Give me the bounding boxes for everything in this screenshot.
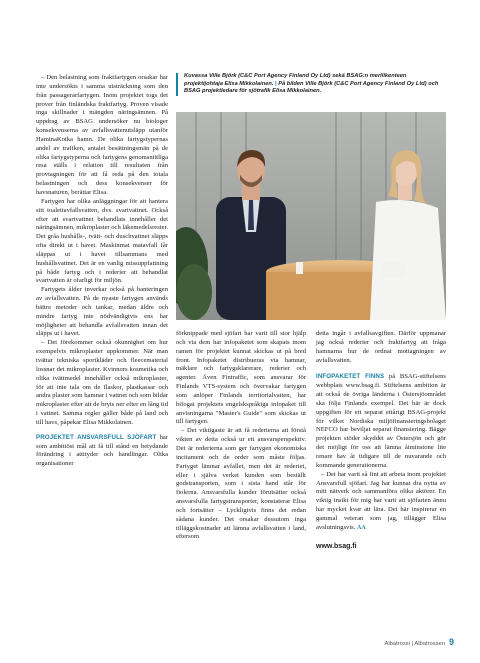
highlight-rest-infopaket: på BSAG-stiftelsens webbplats www.bsag.fi. Stiftelsens ambition är att också de övriga länderna i Östersjöområdet ska följa Finlands exempel. Det här är dock uppgiften för ett separat ettårigt BSAG-projekt för vilket Nordiska miljöfinansieringsbolaget NEFCO har beviljat separat finansiering. Bägge projekten stöder skyddet av Östersjön och gör det möjligt för oss att lämna åtminstone lite renare hav åt tidigare till de nuvarande och kommande generationerna.	[316, 373, 446, 469]
photo-illustration	[176, 112, 446, 320]
website-link[interactable]: www.bsag.fi	[316, 542, 357, 550]
right-paragraph-1: detta ingår i avfallsavgiften. Därför uppmanar jag också rederier och fraktfartyg att fråga hamnarna hur de ordnat mottagningen av avfallsvatten.	[316, 330, 446, 364]
page-footer	[374, 637, 454, 647]
end-mark: AA	[357, 524, 366, 531]
left-paragraph-1: – Den belastning som fraktfartygen orsakar har inte undersökts i samma utsträckning som den från passagerarfartygen. Inom projektet togs det prover från finländska fraktfartyg. Proven visade inga skillnader i mängden näringsämnen. På uppdrag av BSAG undersöker nu biologer konsekvenserna av avfallsvattenutsläpp utanför HaminaKotka hamn. De olika fartygstypernas andel av trafiken, antalet besättningsmän på de olika fartygstyperna och fartygens genomsnittliga resa ställs i relation till resultaten från provtagningen för att få reda på den totala belastningen och dess konsekvenser för havsnaturen, berättar Elisa.	[36, 74, 168, 196]
caption-swedish: På bilden Ville Björk (C&C Port Agency Finland Oy Ltd) och BSAG projektledare för sjötrafik Elisa Mikkolainen.	[184, 80, 439, 95]
highlight-rest-projekt: har som ambitiöst mål att få till stånd en betydande förändring i attityder och handlingar. Olika organisationer	[36, 433, 168, 468]
publication-name: Albatrossi | Albatrossen	[384, 641, 445, 647]
right-highlight-paragraph	[316, 373, 446, 470]
middle-text-column	[176, 330, 306, 542]
middle-paragraph-2: – Det viktigaste är att få rederierna att förstå vikten av detta också ur ett ansvarsperspektiv. Det är rederierna som ger fartygen ekonomiska incitament och de order som måste följas. Fartyget lämnar avfallet, men det är rederiet, eller i själva verket kunden som beställt godstransporten, som i sista hand står för fiolerna. Ansvarsfulla kunder förutsätter också ansvarsfulla fartygstransporter, konstaterar Elisa och fortsätter – Lyckligtvis finns det redan sådana kunder. Det orsakar dessutom inga tilläggskostnader att lämna avfallsvatten i land, eftersom	[176, 427, 306, 541]
right-closing-paragraph	[316, 471, 446, 533]
left-paragraph-3: Fartygets ålder inverkar också på hanteringen av avfallsvatten. På de nyaste fartygen används bättre metoder och tankar, medan äldre och mindre fartyg inte nödvändigtvis ens har möjligheter att behandla avfallsvatten innan det släpps ut i havet.	[36, 286, 168, 338]
caption-finnish: Kuvassa Ville Björk (C&C Port Agency Finland Oy Ltd) sekä BSAG:n merilikenteen projektijohtaja Elisa Mikkolainen.	[184, 73, 407, 87]
middle-paragraph-1: förknippade med sjöfart har varit till stor hjälp och via dem har infopaketet som skapats inom ramen för projektet kunnat skickas ut på bred front. Infopaketet distribueras via hamnar, mäklare och fartygsklarerare, rederier och agenter. Även Fintraffic, som ansvarar för Finlands VTS-system och övervakar fartygen som anlöper Finlands territorialvatten, har bifogat projektets engelskspråkiga infopaket till anvisningarna "Master's Guide" som skickas ut till fartygen.	[176, 330, 306, 426]
left-text-column	[36, 74, 168, 469]
left-highlight-paragraph	[36, 434, 168, 469]
highlight-lead-infopaket: INFOPAKETET FINNS	[316, 373, 385, 381]
left-paragraph-4: – Det förekommer också okunnighet om hur exempelvis mikroplaster uppkommer. När man tvättar tekniska sportkläder och fleecematerial lossnar det mikroplaster. Kvinnors kosmetika och olika tvättmedel innehåller också mikroplaster, för att inte tala om de flaskor, plastkassar och andra plaster som hamnar i vattnet och som bildar mikroplaster efter att de bryts ner efter en lång tid i vattnet. Samma regler gäller både på land och till havs, påpekar Elisa Mikkolainen.	[36, 339, 168, 426]
highlight-lead-projekt: PROJEKTET ANSVARSFULL SJÖFART	[36, 433, 157, 441]
caption-separator: |	[273, 80, 279, 87]
interview-photo	[176, 112, 446, 320]
photo-caption	[176, 73, 446, 96]
page-number: 9	[448, 637, 454, 647]
closing-text: – Det har varit så fint att arbeta inom projektet Ansvarsfull sjöfart. Jag har kunnat dra nytta av mitt nätverk och sammanföra olika aktörer. En viktig insikt för mig har varit att sjöfarten ännu har mycket kvar att lära. Det här inspirerar en gammal veteran som jag, tillägger Elisa avslutningsvis.	[316, 470, 446, 531]
left-paragraph-2: Fartygen har olika anläggningar för att hantera sitt toalettavfallsvatten, dvs. svartvattnet. Också efter att svartvattnet behandlats innehåller det näringsämnen, mikroplaster och läkemedelsrester. Det gråa hushålls-, tvätt- och duschvattnet släpps ofta direkt ut i havet. Maskinmat matavfall får släppas ut i havet tillsammans med hushållsvattnet. Det är en vanlig missuppfattning på både fartyg och i rederier att behandlat svartvatten är ofarligt för miljön.	[36, 197, 169, 285]
right-text-column	[316, 330, 446, 551]
